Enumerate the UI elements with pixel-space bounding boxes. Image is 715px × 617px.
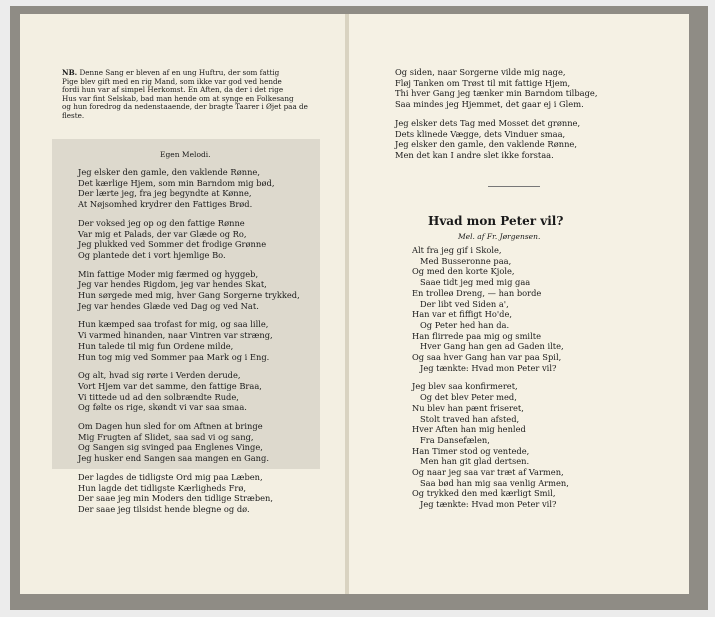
melody-credit: Mel. af Fr. Jørgensen.: [458, 232, 541, 241]
note-line-4: og hun foredrog da nedenstaaende, der bragte Taarer i Øjet paa de: [62, 103, 308, 112]
stanza: [412, 381, 569, 509]
verse-line: At Nøjsomhed krydrer den Fattiges Brød.: [78, 199, 253, 210]
verse-line: Thi hver Gang jeg tænker min Barndom tilbage,: [395, 88, 598, 99]
intro-note: [62, 69, 324, 121]
verse-line: Og det blev Peter med,: [420, 392, 517, 403]
verse-line: Vi varmed hinanden, naar Vintren var stræng,: [78, 330, 273, 341]
verse-line: Hun tog mig ved Sommer paa Mark og i Eng.: [78, 351, 270, 362]
note-line-3: Hus var fint Selskab, bad man hende om at synge en Folkesang: [62, 94, 294, 103]
verse-line: Min fattige Moder mig færmed og hyggeb,: [78, 268, 259, 279]
second-song: [412, 245, 569, 518]
note-line-2: fordi hun var af simpel Herkomst. En Aften, da der i det rige: [62, 86, 284, 95]
stanza: [78, 319, 300, 362]
verse-line: Hun lagde det tidligste Kærligheds Frø,: [78, 482, 246, 493]
stanza: [78, 421, 300, 464]
verse-line: Vi tittede ud ad den solbrændte Rude,: [78, 391, 239, 402]
verse-line: Mig Frugten af Slidet, saa sad vi og sang,: [78, 431, 254, 442]
verse-line: Jeg blev saa konfirmeret,: [412, 381, 518, 392]
note-line-1: Pige blev gift med en rig Mand, som ikke var god ved hende: [62, 77, 282, 86]
verse-line: Jeg tænkte: Hvad mon Peter vil?: [420, 362, 557, 373]
verse-line: Jeg husker end Sangen saa mangen en Gang.: [78, 453, 269, 464]
verse-line: Der voksed jeg op og den fattige Rønne: [78, 217, 245, 228]
verse-line: Saa bød han mig saa venlig Armen,: [420, 477, 569, 488]
verse-line: Hun sørgede med mig, hver Gang Sorgerne trykked,: [78, 290, 300, 301]
verse-line: Fra Dansefælen,: [420, 434, 490, 445]
verse-line: Der libt ved Siden a',: [420, 298, 509, 309]
verse-line: Saae tidt jeg med mig gaa: [420, 277, 531, 288]
left-poem: [78, 167, 300, 523]
stanza: [395, 118, 597, 161]
stanza: [78, 370, 300, 413]
verse-line: Stolt traved han afsted,: [420, 413, 520, 424]
section-divider: [488, 186, 540, 187]
verse-line: Der lærte jeg, fra jeg begyndte at Kønne,: [78, 188, 252, 199]
verse-line: Hver Gang han gen ad Gaden ilte,: [420, 341, 564, 352]
verse-line: Og siden, naar Sorgerne vilde mig nage,: [395, 67, 566, 77]
verse-line: Var mig et Palads, der var Glæde og Ro,: [78, 228, 247, 239]
verse-line: Vort Hjem var det samme, den fattige Braa,: [78, 380, 262, 391]
melody-label: Egen Melodi.: [160, 150, 211, 159]
verse-line: Dets klinede Vægge, dets Vinduer smaa,: [395, 128, 566, 139]
stanza: [395, 67, 597, 110]
right-poem-continuation: [395, 67, 597, 169]
verse-line: Jeg elsker den gamle, den vaklende Rønne,: [395, 139, 577, 150]
verse-line: Han var et fiffigt Ho'de,: [412, 309, 513, 320]
nb-label: NB.: [62, 69, 78, 77]
verse-line: Hun kæmped saa trofast for mig, og saa lille,: [78, 319, 269, 330]
page-fold: [345, 14, 349, 594]
verse-line: Og Peter hed han da.: [420, 319, 510, 330]
verse-line: Men det kan I andre slet ikke forstaa.: [395, 149, 554, 160]
verse-line: Med Busseronne paa,: [420, 255, 512, 266]
song-title: Hvad mon Peter vil?: [428, 214, 564, 228]
verse-line: Jeg var hendes Rigdom, jeg var hendes Skat,: [78, 279, 267, 290]
verse-line: Jeg tænkte: Hvad mon Peter vil?: [420, 499, 557, 510]
verse-line: Det kærlige Hjem, som min Barndom mig bød,: [78, 177, 275, 188]
verse-line: Om Dagen hun sled for om Aftnen at bringe: [78, 421, 263, 432]
verse-line: Jeg elsker den gamle, den vaklende Rønne,: [78, 167, 260, 177]
verse-line: Men han git glad dertsen.: [420, 456, 530, 467]
note-line-0: NB. Denne Sang er bleven af en ung Huftru, der som fattig: [62, 69, 280, 77]
verse-line: Der lagdes de tidligste Ord mig paa Læben,: [78, 471, 263, 482]
verse-line: Der saae jeg tilsidst hende blegne og dø.: [78, 503, 250, 514]
verse-line: Og naar jeg saa var træt af Varmen,: [412, 467, 564, 478]
verse-line: Og med den korte Kjole,: [412, 266, 515, 277]
stanza: [78, 167, 300, 210]
verse-line: Og alt, hvad sig rørte i Verden derude,: [78, 370, 241, 381]
verse-line: Jeg plukked ved Sommer det frodige Grønne: [78, 239, 267, 250]
verse-line: Alt fra jeg gif i Skole,: [412, 245, 502, 255]
stanza: [78, 472, 300, 515]
stanza: [78, 269, 300, 312]
verse-line: Han Timer stod og ventede,: [412, 445, 530, 456]
verse-line: Og Sangen sig svinged paa Englenes Vinge,: [78, 442, 263, 453]
verse-line: Hver Aften han mig henled: [412, 424, 526, 435]
verse-line: Jeg var hendes Glæde ved Dag og ved Nat.: [78, 300, 259, 311]
verse-line: Der saae jeg min Moders den tidlige Stræben,: [78, 493, 274, 504]
verse-line: Og følte os rige, skøndt vi var saa smaa.: [78, 402, 247, 413]
verse-line: Fløj Tanken om Trøst til mit fattige Hjem,: [395, 77, 571, 88]
verse-line: En trolleø Dreng, — han borde: [412, 287, 542, 298]
verse-line: Saa mindes jeg Hjemmet, det gaar ej i Glem.: [395, 99, 584, 110]
verse-line: Hun talede til mig fun Ordene milde,: [78, 340, 234, 351]
note-line-5: fleste.: [62, 111, 85, 120]
verse-line: Han flirrede paa mig og smilte: [412, 330, 541, 341]
verse-line: Nu blev han pænt friseret,: [412, 402, 524, 413]
verse-line: Jeg elsker dets Tag med Mosset det grønne,: [395, 117, 581, 128]
verse-line: Og trykked den med kærligt Smil,: [412, 488, 556, 499]
stanza: [412, 245, 569, 373]
stanza: [78, 218, 300, 261]
verse-line: Og saa hver Gang han var paa Spil,: [412, 352, 562, 363]
verse-line: Og plantede det i vort hjemlige Bo.: [78, 249, 226, 260]
